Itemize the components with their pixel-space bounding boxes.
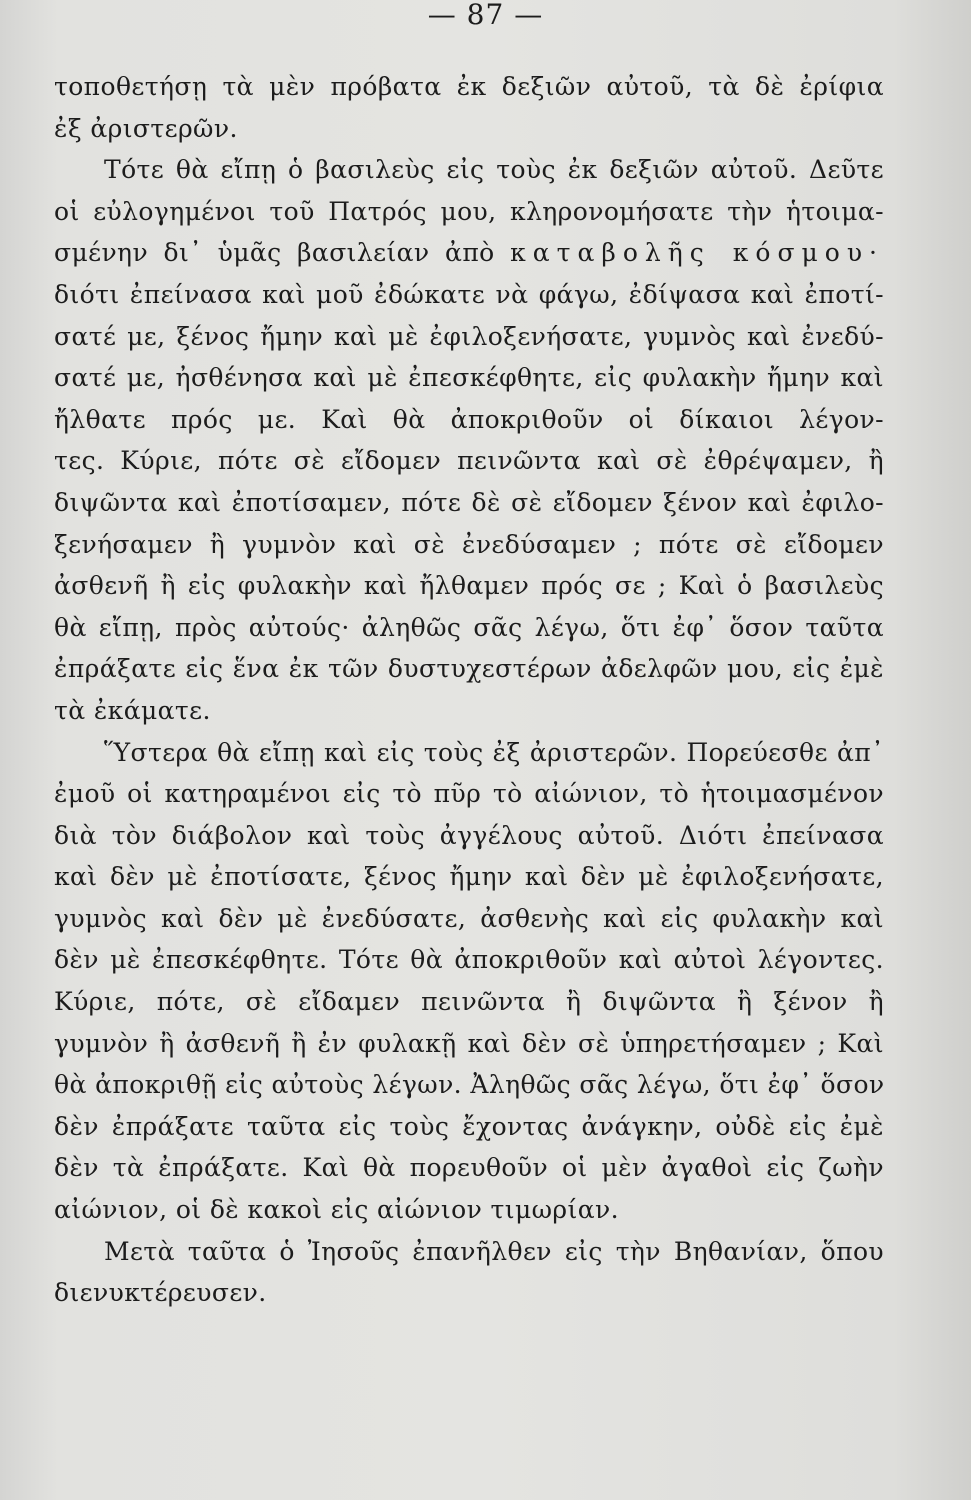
- text-line: διενυκτέρευσεν.: [54, 1278, 267, 1308]
- text-line: Ὕστερα θὰ εἴπῃ καὶ εἰς τοὺς ἐξ ἀριστερῶν. Πορεύεσθε ἀπ᾿: [104, 737, 884, 767]
- text-line: δὲν ἐπράξατε ταῦτα εἰς τοὺς ἔχοντας ἀνάγκην, οὐδὲ εἰς ἐμὲ: [54, 1111, 884, 1141]
- text-line: Κύριε, πότε, σὲ εἴδαμεν πεινῶντα ἢ διψῶντα ἢ ξένον ἢ: [54, 987, 884, 1017]
- text-line: ἐμοῦ οἱ κατηραμένοι εἰς τὸ πῦρ τὸ αἰώνιον, τὸ ἡτοιμασμένον: [54, 779, 884, 809]
- text-line: ἐξ ἀριστερῶν.: [54, 113, 238, 143]
- text-line: ἐπράξατε εἰς ἕνα ἐκ τῶν δυστυχεστέρων ἀδελφῶν μου, εἰς ἐμὲ: [54, 654, 884, 684]
- text-line: θὰ εἴπῃ, πρὸς αὐτούς· ἀληθῶς σᾶς λέγω, ὅτι ἐφ᾿ ὅσον ταῦτα: [54, 612, 884, 642]
- text-line: δὲν τὰ ἐπράξατε. Καὶ θὰ πορευθοῦν οἱ μὲν ἀγαθοὶ εἰς ζωὴν: [54, 1153, 884, 1183]
- text-line: καὶ δὲν μὲ ἐποτίσατε, ξένος ἤμην καὶ δὲν μὲ ἐφιλοξενήσατε,: [54, 862, 884, 892]
- text-line: οἱ εὐλογημένοι τοῦ Πατρός μου, κληρονομήσατε τὴν ἡτοιμα-: [54, 196, 884, 226]
- text-line: διψῶντα καὶ ἐποτίσαμεν, πότε δὲ σὲ εἴδομεν ξένον καὶ ἐφιλο-: [54, 487, 884, 517]
- text-line: ξενήσαμεν ἢ γυμνὸν καὶ σὲ ἐνεδύσαμεν ; πότε σὲ εἴδομεν: [54, 529, 884, 559]
- text-line: τοποθετήσῃ τὰ μὲν πρόβατα ἐκ δεξιῶν αὐτοῦ, τὰ δὲ ἐρίφια: [54, 72, 884, 101]
- spaced-emphasis: καταβολῆς κόσμου·: [510, 238, 884, 268]
- text-line: σατέ με, ἠσθένησα καὶ μὲ ἐπεσκέφθητε, εἰς φυλακὴν ἤμην καὶ: [54, 363, 884, 393]
- page-number: — 87 —: [427, 0, 544, 31]
- text-line: αἰώνιον, οἱ δὲ κακοὶ εἰς αἰώνιον τιμωρίαν.: [54, 1195, 619, 1225]
- text-line: διότι ἐπείνασα καὶ μοῦ ἐδώκατε νὰ φάγω, ἐδίψασα καὶ ἐποτί-: [54, 279, 884, 309]
- text-line-part: σμένην δι᾿ ὑμᾶς βασιλείαν ἀπὸ: [54, 238, 495, 268]
- text-line: Τότε θὰ εἴπῃ ὁ βασιλεὺς εἰς τοὺς ἐκ δεξιῶν αὐτοῦ. Δεῦτε: [104, 155, 884, 185]
- text-line: γυμνὸς καὶ δὲν μὲ ἐνεδύσατε, ἀσθενὴς καὶ εἰς φυλακὴν καὶ: [54, 903, 884, 933]
- text-line: τες. Κύριε, πότε σὲ εἴδομεν πεινῶντα καὶ σὲ ἐθρέψαμεν, ἢ: [54, 446, 884, 476]
- text-line: γυμνὸν ἢ ἀσθενῆ ἢ ἐν φυλακῇ καὶ δὲν σὲ ὑπηρετήσαμεν ; Καὶ: [54, 1028, 884, 1058]
- text-line: ἤλθατε πρός με. Καὶ θὰ ἀποκριθοῦν οἱ δίκαιοι λέγον-: [54, 404, 884, 434]
- text-line: διὰ τὸν διάβολον καὶ τοὺς ἀγγέλους αὐτοῦ. Διότι ἐπείνασα: [54, 820, 884, 850]
- text-line: δὲν μὲ ἐπεσκέφθητε. Τότε θὰ ἀποκριθοῦν καὶ αὐτοὶ λέγοντες.: [54, 945, 884, 975]
- text-line: [54, 232, 884, 274]
- text-line: σατέ με, ξένος ἤμην καὶ μὲ ἐφιλοξενήσατε, γυμνὸς καὶ ἐνεδύ-: [54, 321, 884, 351]
- body-text: [54, 66, 884, 1314]
- text-line: ἀσθενῆ ἢ εἰς φυλακὴν καὶ ἤλθαμεν πρός σε ; Καὶ ὁ βασιλεὺς: [54, 571, 884, 601]
- text-line: τὰ ἐκάματε.: [54, 695, 211, 725]
- text-line: θὰ ἀποκριθῇ εἰς αὐτοὺς λέγων. Ἀληθῶς σᾶς λέγω, ὅτι ἐφ᾿ ὅσον: [54, 1070, 885, 1100]
- text-line: Μετὰ ταῦτα ὁ Ἰησοῦς ἐπανῆλθεν εἰς τὴν Βηθανίαν, ὅπου: [104, 1236, 884, 1266]
